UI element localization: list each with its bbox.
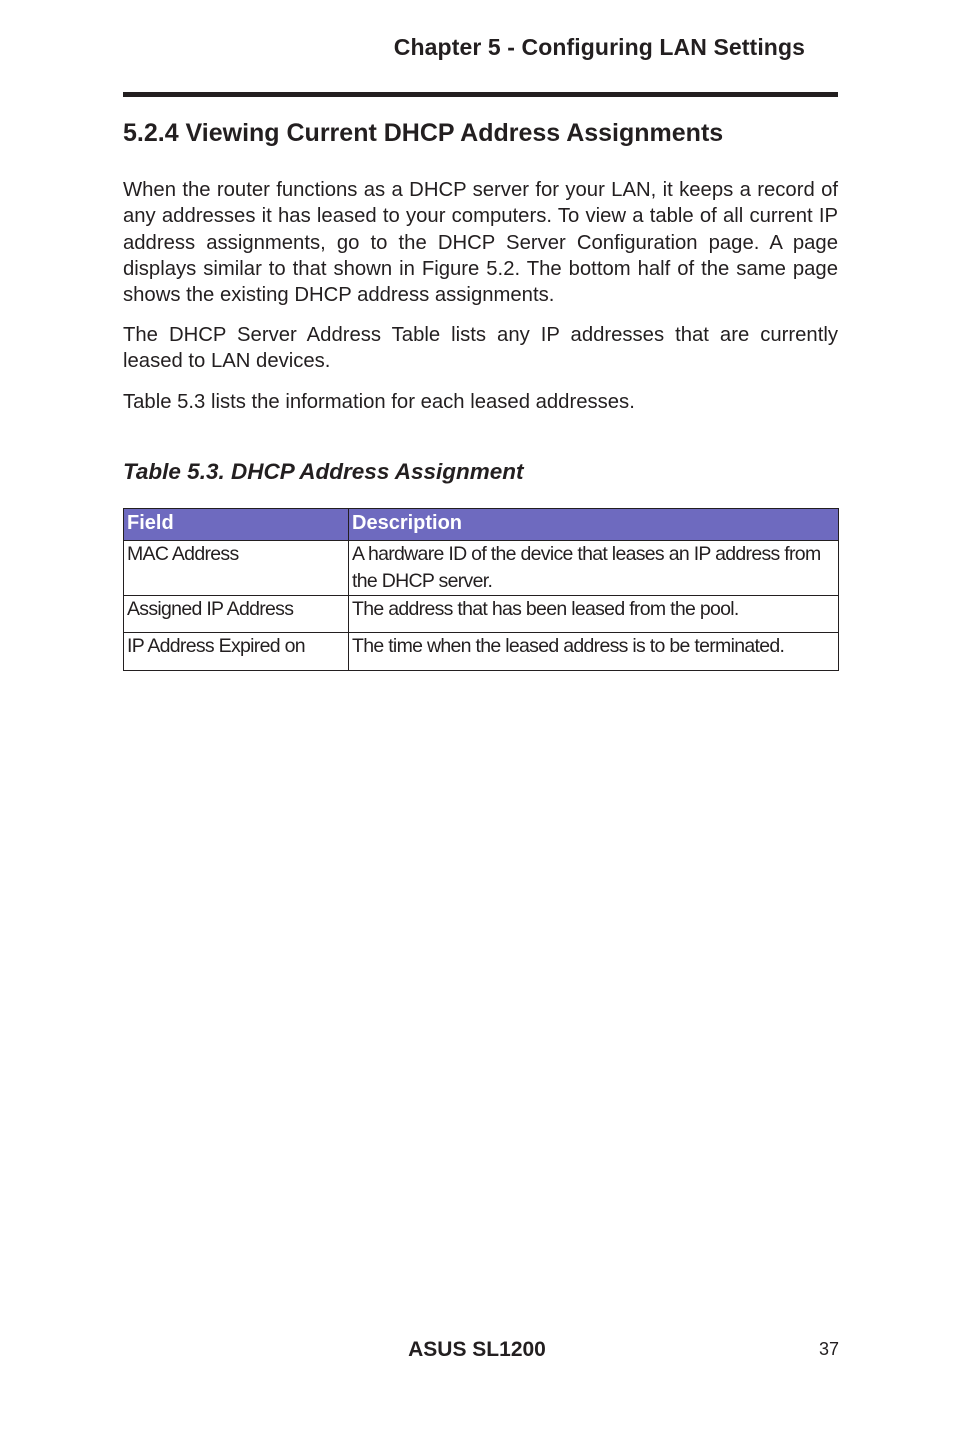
table-row xyxy=(124,633,839,671)
table-cell-description: A hardware ID of the device that leases an IP address from the DHCP server. xyxy=(349,541,839,596)
table-cell-field: MAC Address xyxy=(124,541,349,596)
paragraph-table-reference: Table 5.3 lists the information for each leased addresses. xyxy=(123,391,635,413)
page-number: 37 xyxy=(818,1339,839,1359)
table-caption: Table 5.3. DHCP Address Assignment xyxy=(123,459,524,484)
table-row xyxy=(124,541,839,596)
paragraph-intro: When the router functions as a DHCP server for your LAN, it keeps a record of any addresses it has leased to your computers. To view a table of all current IP address assignments, go to the DHCP Server Configuration page. A page displays similar to that shown in Figure 5.2. The bottom half of the same page shows the existing DHCP address assignments. xyxy=(123,179,838,307)
paragraph-address-table: The DHCP Server Address Table lists any IP addresses that are currently leased to LAN devices. xyxy=(123,324,838,373)
table-cell-description: The time when the leased address is to be terminated. xyxy=(349,633,839,671)
table-cell-field: Assigned IP Address xyxy=(124,596,349,633)
header-rule xyxy=(123,92,838,97)
table-cell-field: IP Address Expired on xyxy=(124,633,349,671)
footer-product-name: ASUS SL1200 xyxy=(408,1338,546,1361)
table-cell-description: The address that has been leased from the pool. xyxy=(349,596,839,633)
table-row xyxy=(124,596,839,633)
column-header-field: Field xyxy=(124,509,349,541)
column-header-description: Description xyxy=(349,509,839,541)
dhcp-assignment-table xyxy=(123,508,839,671)
chapter-header: Chapter 5 - Configuring LAN Settings xyxy=(393,34,805,60)
section-title: 5.2.4 Viewing Current DHCP Address Assignments xyxy=(123,119,724,147)
table-header-row xyxy=(124,509,839,541)
